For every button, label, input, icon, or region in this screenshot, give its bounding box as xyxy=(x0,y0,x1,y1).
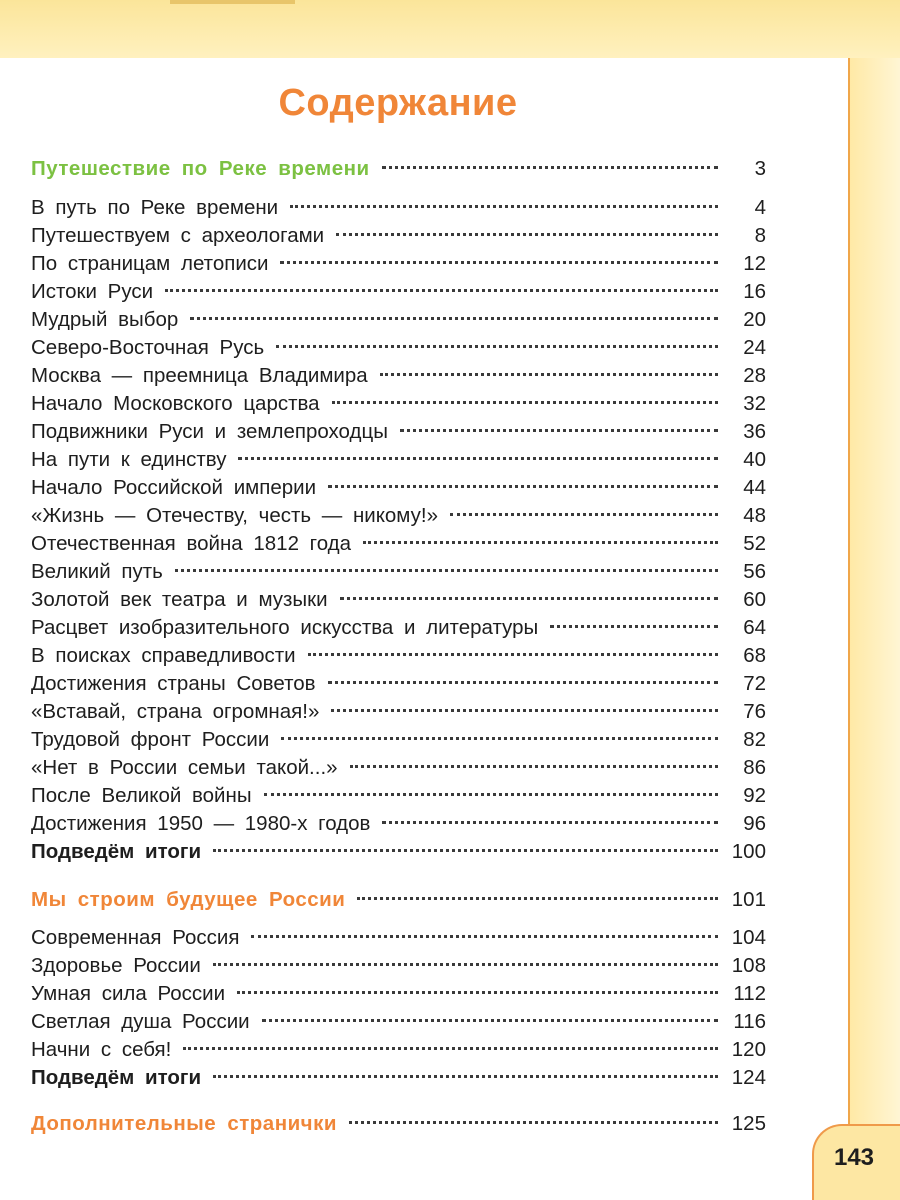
page-number: 143 xyxy=(833,1144,875,1171)
dot-leader xyxy=(251,935,718,938)
toc-page-number: 82 xyxy=(743,728,766,751)
toc-entry[interactable] xyxy=(31,1008,766,1036)
toc-entry[interactable] xyxy=(31,222,766,250)
toc-page-number: 16 xyxy=(743,280,766,303)
toc-entry[interactable] xyxy=(31,558,766,586)
toc-label: Северо-Восточная Русь xyxy=(31,336,265,359)
toc-label: Дополнительные странички xyxy=(31,1112,337,1135)
dot-leader xyxy=(328,681,718,684)
toc-page-number: 36 xyxy=(743,420,766,443)
toc-page-number: 28 xyxy=(743,364,766,387)
toc-label: Путешествие по Реке времени xyxy=(31,157,370,180)
toc-label: После Великой войны xyxy=(31,784,252,807)
toc-page-number: 48 xyxy=(743,504,766,527)
dot-leader xyxy=(213,963,718,966)
toc-entry[interactable] xyxy=(31,390,766,418)
toc-label: Умная сила России xyxy=(31,982,226,1005)
dot-leader xyxy=(340,597,718,600)
dot-leader xyxy=(380,373,718,376)
dot-leader xyxy=(350,765,718,768)
dot-leader xyxy=(213,1075,718,1078)
toc-page-number: 60 xyxy=(743,588,766,611)
toc-page-number: 44 xyxy=(743,476,766,499)
toc-page-number: 124 xyxy=(731,1066,766,1089)
toc-label: Начало Московского царства xyxy=(31,392,320,415)
toc-page-number: 40 xyxy=(743,448,766,471)
toc-entry[interactable] xyxy=(31,586,766,614)
toc-label: Начни с себя! xyxy=(31,1038,172,1061)
toc-label: Достижения страны Советов xyxy=(31,672,316,695)
dot-leader xyxy=(281,737,718,740)
toc-label: Расцвет изобразительного искусства и литературы xyxy=(31,616,539,639)
toc-page-number: 24 xyxy=(743,336,766,359)
dot-leader xyxy=(382,166,718,169)
dot-leader xyxy=(308,653,718,656)
toc-entry[interactable] xyxy=(31,334,766,362)
toc-label: «Жизнь — Отечеству, честь — никому!» xyxy=(31,504,438,527)
toc-label: В поисках справедливости xyxy=(31,644,296,667)
toc-entry[interactable] xyxy=(31,754,766,782)
dot-leader xyxy=(400,429,718,432)
toc-page-number: 86 xyxy=(743,756,766,779)
toc-label: Путешествуем с археологами xyxy=(31,224,325,247)
dot-leader xyxy=(363,541,718,544)
toc-label: Начало Российской империи xyxy=(31,476,317,499)
top-band-accent xyxy=(170,0,295,4)
toc-page-number: 4 xyxy=(754,196,766,219)
toc-label: По страницам летописи xyxy=(31,252,269,275)
toc-label: Москва — преемница Владимира xyxy=(31,364,368,387)
toc-entry[interactable] xyxy=(31,1036,766,1064)
toc-entry[interactable] xyxy=(31,782,766,810)
toc-page-number: 116 xyxy=(733,1010,766,1033)
toc-label: На пути к единству xyxy=(31,448,227,471)
dot-leader xyxy=(190,317,718,320)
toc-entry[interactable] xyxy=(31,306,766,334)
dot-leader xyxy=(238,457,718,460)
toc-entry[interactable] xyxy=(31,530,766,558)
toc-entry[interactable] xyxy=(31,614,766,642)
dot-leader xyxy=(213,849,718,852)
toc-page-number: 101 xyxy=(731,888,766,911)
toc-entry[interactable] xyxy=(31,502,766,530)
dot-leader xyxy=(382,821,718,824)
toc-label: Отечественная война 1812 года xyxy=(31,532,352,555)
toc-entry[interactable] xyxy=(31,418,766,446)
toc-page-number: 104 xyxy=(731,926,766,949)
dot-leader xyxy=(328,485,718,488)
toc-page-number: 72 xyxy=(743,672,766,695)
page-number-tab xyxy=(812,1124,900,1200)
dot-leader xyxy=(336,233,718,236)
toc-page-number: 96 xyxy=(743,812,766,835)
toc-page-number: 32 xyxy=(743,392,766,415)
dot-leader xyxy=(264,793,718,796)
dot-leader xyxy=(276,345,718,348)
toc-entry[interactable] xyxy=(31,726,766,754)
page-title: Содержание xyxy=(278,82,518,124)
toc-label: «Вставай, страна огромная!» xyxy=(31,700,320,723)
dot-leader xyxy=(165,289,718,292)
toc-label: Великий путь xyxy=(31,560,163,583)
toc-label: Здоровье России xyxy=(31,954,201,977)
toc-label: Истоки Руси xyxy=(31,280,154,303)
toc-entry[interactable] xyxy=(31,952,766,980)
toc-page-number: 100 xyxy=(731,840,766,863)
dot-leader xyxy=(357,897,718,900)
toc-label: Достижения 1950 — 1980-х годов xyxy=(31,812,371,835)
toc-label: Подвижники Руси и землепроходцы xyxy=(31,420,388,443)
dot-leader xyxy=(332,401,718,404)
toc-label: «Нет в России семьи такой...» xyxy=(31,756,338,779)
toc-page-number: 68 xyxy=(743,644,766,667)
toc-label: Современная Россия xyxy=(31,926,240,949)
toc-label: Мудрый выбор xyxy=(31,308,179,331)
toc-page-number: 8 xyxy=(754,224,766,247)
dot-leader xyxy=(349,1121,718,1124)
toc-label: Светлая душа России xyxy=(31,1010,250,1033)
toc-entry-summary[interactable] xyxy=(31,1064,766,1092)
toc-label: Трудовой фронт России xyxy=(31,728,270,751)
toc-page-number: 52 xyxy=(743,532,766,555)
toc-page-number: 120 xyxy=(731,1038,766,1061)
dot-leader xyxy=(550,625,718,628)
toc-entry[interactable] xyxy=(31,810,766,838)
toc-entry[interactable] xyxy=(31,278,766,306)
toc-page-number: 112 xyxy=(733,982,766,1005)
dot-leader xyxy=(237,991,718,994)
toc-page-number: 64 xyxy=(743,616,766,639)
toc-section-heading[interactable] xyxy=(31,155,766,183)
top-decorative-band xyxy=(0,0,900,58)
toc-entry[interactable] xyxy=(31,924,766,952)
toc-page xyxy=(0,58,848,1200)
toc-page-number: 92 xyxy=(743,784,766,807)
dot-leader xyxy=(262,1019,718,1022)
toc-entry[interactable] xyxy=(31,474,766,502)
toc-page-number: 20 xyxy=(743,308,766,331)
toc-page-number: 12 xyxy=(743,252,766,275)
toc-entry-summary[interactable] xyxy=(31,838,766,866)
dot-leader xyxy=(183,1047,718,1050)
dot-leader xyxy=(331,709,718,712)
toc-page-number: 56 xyxy=(743,560,766,583)
toc-page-number: 125 xyxy=(731,1112,766,1135)
toc-label: Подведём итоги xyxy=(31,1066,202,1089)
toc-section-heading[interactable] xyxy=(31,1110,766,1138)
toc-label: В путь по Реке времени xyxy=(31,196,279,219)
toc-label: Подведём итоги xyxy=(31,840,202,863)
dot-leader xyxy=(280,261,718,264)
toc-page-number: 3 xyxy=(754,157,766,180)
toc-entry[interactable] xyxy=(31,446,766,474)
toc-label: Мы строим будущее России xyxy=(31,888,346,911)
toc-entry[interactable] xyxy=(31,698,766,726)
toc-entry[interactable] xyxy=(31,250,766,278)
toc-entry[interactable] xyxy=(31,980,766,1008)
toc-entry[interactable] xyxy=(31,670,766,698)
toc-entry[interactable] xyxy=(31,362,766,390)
dot-leader xyxy=(290,205,718,208)
toc-entry[interactable] xyxy=(31,642,766,670)
dot-leader xyxy=(175,569,718,572)
dot-leader xyxy=(450,513,718,516)
toc-page-number: 76 xyxy=(743,700,766,723)
right-margin-band xyxy=(848,58,900,1200)
toc-section-heading[interactable] xyxy=(31,886,766,914)
toc-page-number: 108 xyxy=(731,954,766,977)
toc-label: Золотой век театра и музыки xyxy=(31,588,328,611)
toc-entry[interactable] xyxy=(31,194,766,222)
